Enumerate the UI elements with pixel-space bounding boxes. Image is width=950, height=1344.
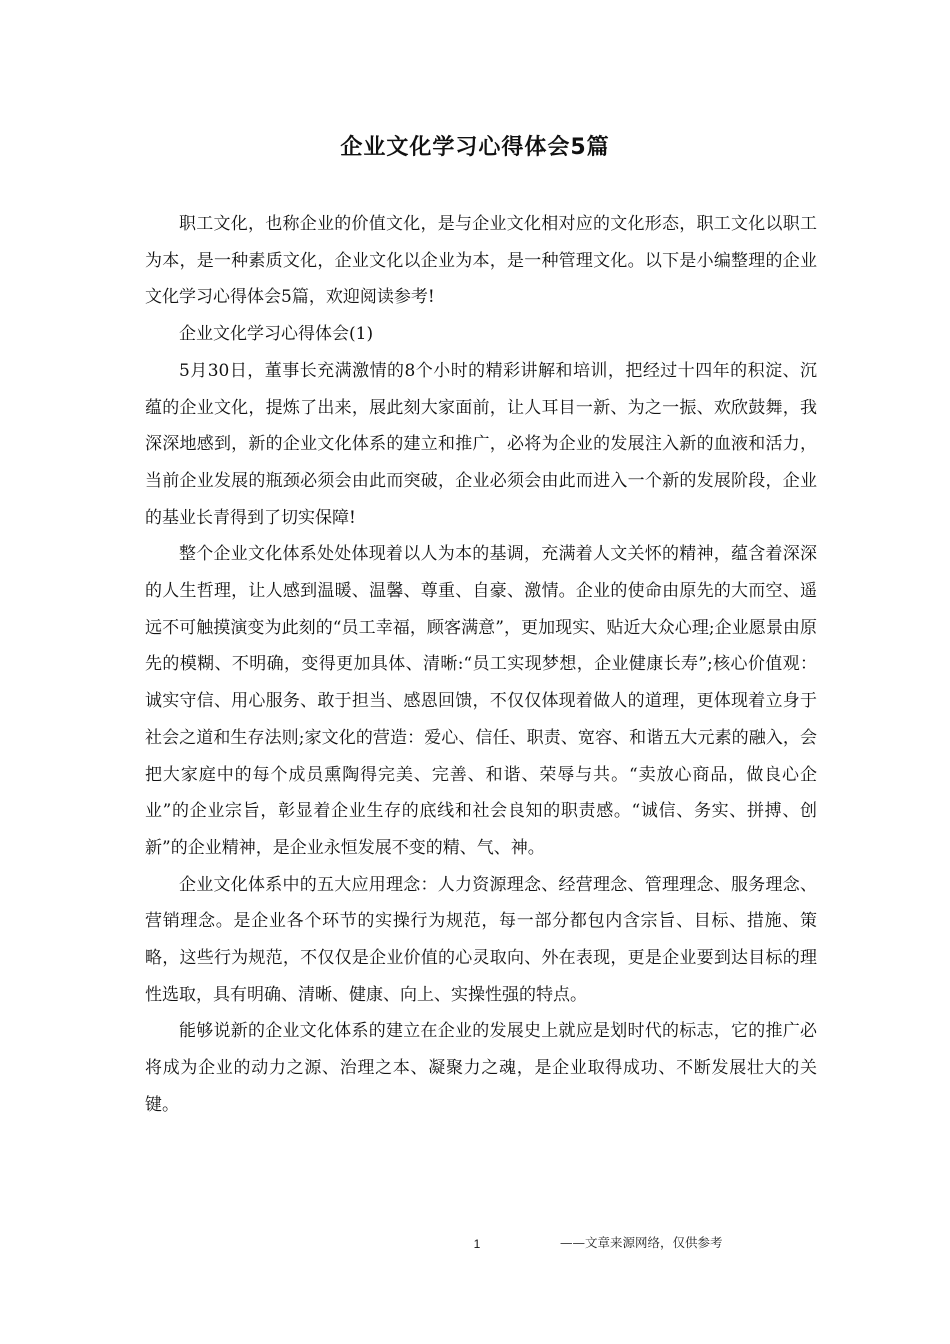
paragraph-intro: 职工文化，也称企业的价值文化，是与企业文化相对应的文化形态，职工文化以职工为本，是一种素质文化，企业文化以企业为本，是一种管理文化。以下是小编整理的企业文化学习心得体会5篇，欢迎阅读参考! [145,214,817,308]
paragraph-training: 5月30日，董事长充满激情的8个小时的精彩讲解和培训，把经过十四年的积淀、沉蕴的企业文化，提炼了出来，展此刻大家面前，让人耳目一新、为之一振、欢欣鼓舞，我深深地感到，新的企业文化体系的建立和推广，必将为企业的发展注入新的血液和活力，当前企业发展的瓶颈必须会由此而突破，企业必须会由此而进入一个新的发展阶段，企业的基业长青得到了切实保障! [145,360,817,528]
paragraph-conclusion: 能够说新的企业文化体系的建立在企业的发展史上就应是划时代的标志，它的推广必将成为企业的动力之源、治理之本、凝聚力之魂，是企业取得成功、不断发展壮大的关键。 [145,1021,817,1115]
source-note: ——文章来源网络，仅供参考 [560,1235,723,1250]
page-number: 1 [473,1237,481,1251]
paragraph-application-concepts: 企业文化体系中的五大应用理念：人力资源理念、经营理念、管理理念、服务理念、营销理念。是企业各个环节的实操行为规范，每一部分都包内含宗旨、目标、措施、策略，这些行为规范，不仅仅是企业价值的心灵取向、外在表现，更是企业要到达目标的理性选取，具有明确、清晰、健康、向上、实操性强的特点。 [145,874,817,1005]
document-title: 企业文化学习心得体会5篇 [340,135,610,160]
paragraph-section-heading: 企业文化学习心得体会(1) [179,324,374,345]
paragraph-culture-system: 整个企业文化体系处处体现着以人为本的基调，充满着人文关怀的精神，蕴含着深深的人生哲理，让人感到温暖、温馨、尊重、自豪、激情。企业的使命由原先的大而空、遥远不可触摸演变为此刻的“员工幸福，顾客满意”，更加现实、贴近大众心理;企业愿景由原先的模糊、不明确，变得更加具体、清晰:“员工实现梦想，企业健康长寿”;核心价值观：诚实守信、用心服务、敢于担当、感恩回馈，不仅仅体现着做人的道理，更体现着立身于社会之道和生存法则;家文化的营造：爱心、信任、职责、宽容、和谐五大元素的融入，会把大家庭中的每个成员熏陶得完美、完善、和谐、荣辱与共。“卖放心商品，做良心企业”的企业宗旨，彰显着企业生存的底线和社会良知的职责感。“诚信、务实、拼搏、创新”的企业精神，是企业永恒发展不变的精、气、神。 [145,544,817,858]
document-body [145,206,817,1124]
